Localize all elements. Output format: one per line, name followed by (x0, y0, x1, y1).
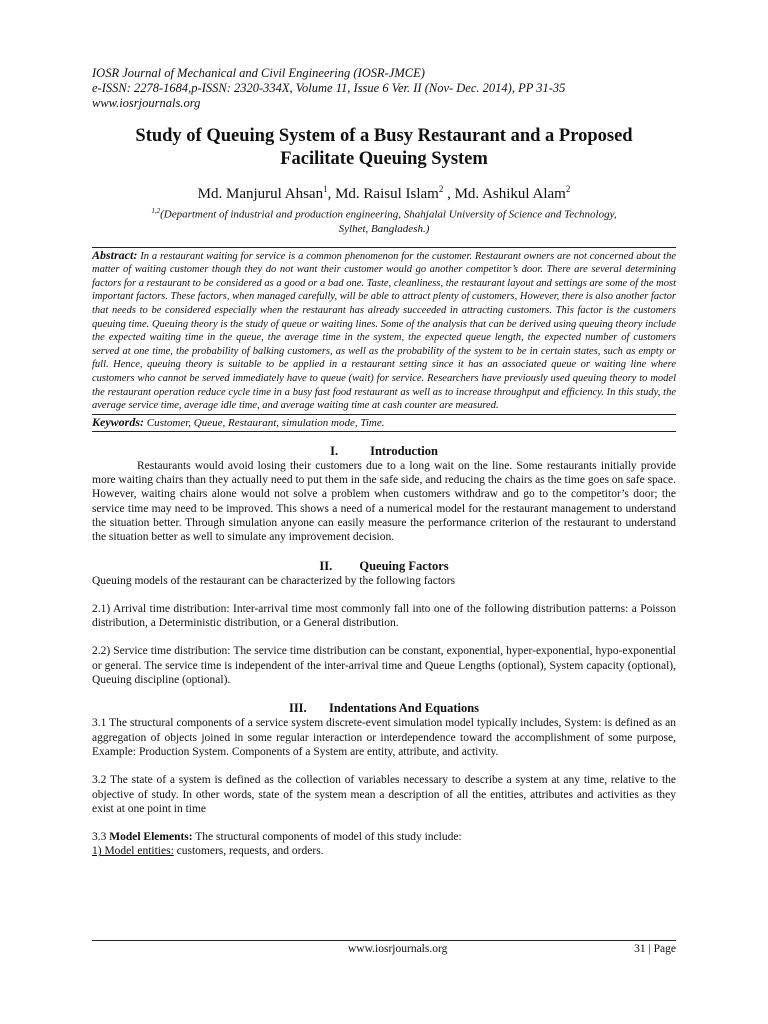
author-list (92, 180, 676, 203)
keywords (92, 415, 676, 430)
keywords-text: Customer, Queue, Restaurant, simulation mode, Time. (144, 416, 385, 429)
keywords-label: Keywords: (92, 414, 144, 429)
section-3-title: Indentations And Equations (328, 701, 480, 716)
section-3-heading (92, 701, 676, 716)
affiliation-sup: 1,2 (151, 207, 161, 215)
section-3-3-prefix: 3.3 (92, 831, 110, 844)
section-2-number: II. (319, 558, 333, 573)
author-1-sup: 1 (323, 184, 328, 194)
section-3-number: III. (288, 701, 307, 716)
footer-website: www.iosrjournals.org (348, 943, 448, 955)
section-3-3-rest: The structural components of model of this study include: (192, 831, 462, 844)
title-line-2: Facilitate Queuing System (280, 149, 488, 169)
section-2-1-paragraph: 2.1) Arrival time distribution: Inter-arrival time most commonly fall into one of the following distribution patterns: a Poisson distribution, a Deterministic distribution, or a General distribution. (92, 602, 676, 630)
section-3-2-paragraph: 3.2 The state of a system is defined as the collection of variables necessary to describe a system at any time, relative to the objective of study. In other words, state of the system mean a description of all the entities, attributes and activities as they exist at one point in time (92, 774, 676, 815)
section-2-title: Queuing Factors (359, 558, 449, 573)
journal-issn: e-ISSN: 2278-1684,p-ISSN: 2320-334X, Volume 11, Issue 6 Ver. II (Nov- Dec. 2014), PP 31-35 (92, 81, 566, 95)
section-2-2-paragraph: 2.2) Service time distribution: The service time distribution can be constant, exponential, hyper-exponential, hypo-exponential or general. The service time is independent of the inter-arrival time and Queue Lengths (optional), System capacity (optional), Queuing discipline (optional). (92, 645, 676, 687)
abstract-text: In a restaurant waiting for service is a common phenomenon for the customer. Restaurant owners are not concerned about the matter of waiting customer though they do not want their customer would go another competitor’s door. There are several determining factors for a restaurant to be considered as a good or a bad one. Taste, cleanliness, the restaurant layout and settings are some of the most important factors. These factors, when managed carefully, will be able to attract plenty of customers, However, there is also another factor that needs to be considered especially when the restaurant has already succeeded in attracting customers. This factor is the customers queuing time. Queuing theory is the study of queue or waiting lines. Some of the analysis that can be derived using queuing theory include the expected waiting time in the queue, the average time in the system, the expected queue length, the expected number of customers served at one time, the probability of balking customers, as well as the probability of the system to be in certain states, such as empty or full. Hence, queuing theory is suitable to be applied in a restaurant setting since it has an associated queue or waiting line where customers who cannot be served immediately have to queue (wait) for service. Researchers have previously used queuing theory to model the restaurant operation reduce cycle time in a busy fast food restaurant as well as to increase throughput and efficiency. In this study, the average service time, average idle time, and average waiting time at cash counter are measured. (92, 250, 676, 412)
section-3-3-bold: Model Elements: (109, 831, 193, 844)
section-2-heading (92, 559, 676, 574)
journal-header (92, 66, 676, 111)
affiliation-line-2: Sylhet, Bangladesh.) (338, 222, 430, 235)
affiliation (92, 204, 676, 236)
paper-title (92, 125, 676, 171)
abstract (92, 247, 676, 415)
author-2-sup: 2 (438, 184, 444, 194)
author-3-sup: 2 (565, 184, 571, 194)
author-3: , Md. Ashikul Alam (443, 186, 566, 202)
section-3-1-paragraph: 3.1 The structural components of a service system discrete-event simulation model typically includes, System: is defined as an aggregation of objects joined in some regular interaction or interdependence toward the accomplishment of some purpose, Example: Production System. Components of a System are entity, attribute, and activity. (92, 717, 676, 758)
abstract-divider (92, 431, 676, 432)
section-1-title: Introduction (370, 443, 438, 458)
model-entities-text: customers, requests, and orders. (173, 845, 324, 858)
paper-page (92, 66, 676, 859)
section-3-3-item-1 (92, 844, 676, 858)
model-entities-label: 1) Model entities: (92, 845, 174, 858)
section-2-intro: Queuing models of the restaurant can be characterized by the following factors (92, 574, 456, 587)
affiliation-line-1: (Department of industrial and production engineering, Shahjalal University of Science and Technology, (160, 208, 617, 221)
section-3-3-paragraph (92, 830, 676, 844)
author-1: Md. Manjurul Ahsan (197, 186, 324, 202)
journal-website: www.iosrjournals.org (92, 96, 201, 110)
section-1-number: I. (330, 443, 339, 458)
section-1-heading (92, 444, 676, 459)
title-line-1: Study of Queuing System of a Busy Restaurant and a Proposed (135, 126, 633, 146)
page-footer (92, 940, 676, 955)
section-1-paragraph: Restaurants would avoid losing their customers due to a long wait on the line. Some restaurants initially provide more waiting chairs than they actually need to put them in the safe side, and reducing the chairs as the time goes on safe space. However, waiting chairs alone would not solve a problem when customers withdraw and go to the competitor’s door; the service time may need to be improved. This shows a need of a numerical model for the restaurant management to understand the situation better. Through simulation anyone can easily measure the performance criterion of the restaurant to understand the situation better as well to simulate any improvement decision. (92, 459, 676, 544)
journal-name: IOSR Journal of Mechanical and Civil Engineering (IOSR-JMCE) (92, 66, 425, 80)
abstract-label: Abstract: (92, 247, 138, 262)
author-2: , Md. Raisul Islam (327, 186, 439, 202)
footer-page-number: 31 | Page (634, 943, 676, 955)
